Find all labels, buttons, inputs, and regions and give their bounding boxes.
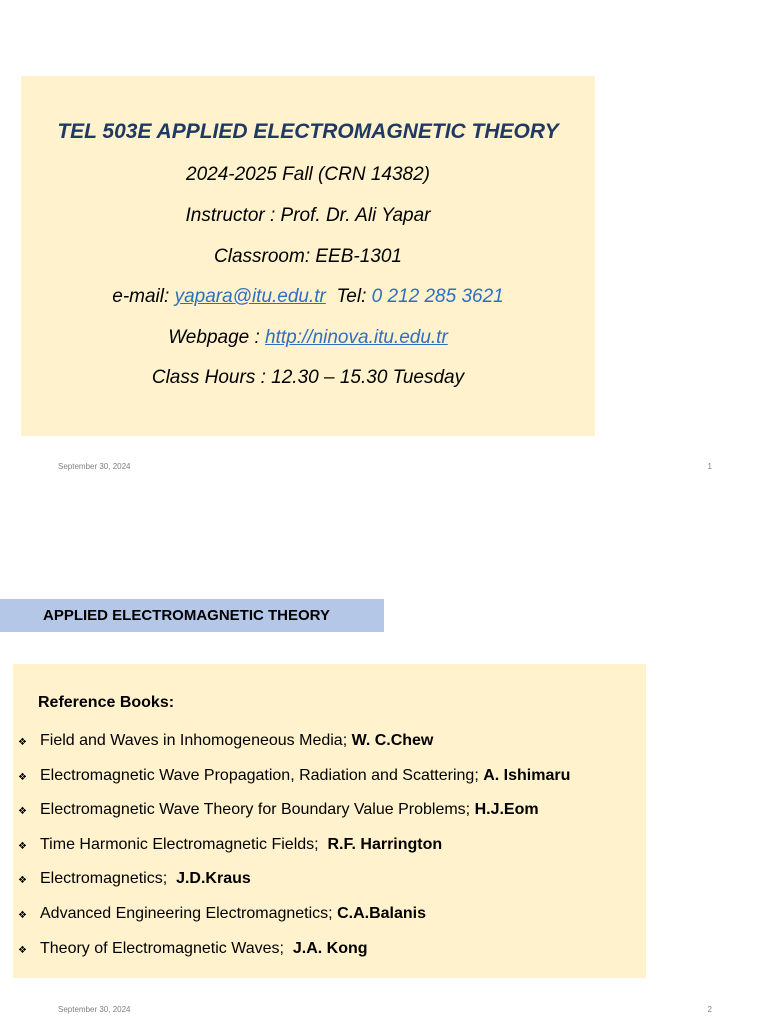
reference-author: J.A. Kong xyxy=(292,939,368,957)
webpage-line xyxy=(21,327,595,349)
course-classroom: Classroom: EEB-1301 xyxy=(214,246,402,267)
course-instructor: Instructor : Prof. Dr. Ali Yapar xyxy=(185,205,431,226)
webpage-link[interactable]: http://ninova.itu.edu.tr xyxy=(265,327,448,348)
reference-text xyxy=(40,905,426,923)
reference-author: C.A.Balanis xyxy=(337,905,426,922)
email-label: e-mail: xyxy=(112,286,175,307)
course-info-box xyxy=(21,76,595,436)
reference-text xyxy=(40,732,433,750)
reference-text xyxy=(40,767,570,785)
reference-title: Field and Waves in Inhomogeneous Media; xyxy=(40,732,352,749)
course-title: TEL 503E APPLIED ELECTROMAGNETIC THEORY xyxy=(57,120,559,143)
reference-item xyxy=(13,801,646,825)
tel-label: Tel: xyxy=(325,286,372,307)
diamond-bullet-icon: ❖ xyxy=(18,944,27,956)
page-number: 1 xyxy=(707,462,712,471)
diamond-bullet-icon: ❖ xyxy=(18,875,27,887)
reference-item xyxy=(13,767,646,791)
reference-title: Electromagnetic Wave Propagation, Radiation and Scattering; xyxy=(40,766,484,784)
tel-number: 0 212 285 3621 xyxy=(371,286,504,307)
reference-title: Electromagnetics; xyxy=(40,870,177,888)
slide-header: APPLIED ELECTROMAGNETIC THEORY xyxy=(43,607,330,624)
diamond-bullet-icon: ❖ xyxy=(18,840,27,852)
slide-2 xyxy=(0,512,768,1024)
reference-text xyxy=(40,940,368,958)
reference-title: Electromagnetic Wave Theory for Boundary Value Problems; xyxy=(40,801,475,819)
reference-heading: Reference Books: xyxy=(38,694,175,711)
email-link[interactable]: yapara@itu.edu.tr xyxy=(174,286,326,307)
reference-author: A. Ishimaru xyxy=(483,766,571,784)
reference-author: R.F. Harrington xyxy=(327,835,443,853)
reference-item xyxy=(13,732,646,756)
reference-author: J.D.Kraus xyxy=(176,870,251,888)
webpage-label: Webpage : xyxy=(168,327,266,348)
course-term: 2024-2025 Fall (CRN 14382) xyxy=(186,164,430,185)
reference-author: H.J.Eom xyxy=(474,801,539,819)
diamond-bullet-icon: ❖ xyxy=(18,771,27,783)
diamond-bullet-icon: ❖ xyxy=(18,806,27,818)
reference-box xyxy=(13,664,646,978)
contact-line xyxy=(21,286,595,308)
class-hours: Class Hours : 12.30 – 15.30 Tuesday xyxy=(151,367,465,388)
reference-text xyxy=(40,870,251,888)
footer-date: September 30, 2024 xyxy=(58,462,131,471)
reference-item xyxy=(13,836,646,860)
footer-date: September 30, 2024 xyxy=(58,1005,131,1014)
page-number: 2 xyxy=(707,1005,712,1014)
reference-item xyxy=(13,940,646,964)
header-band xyxy=(0,599,384,632)
reference-title: Theory of Electromagnetic Waves; xyxy=(40,939,293,957)
reference-title: Time Harmonic Electromagnetic Fields; xyxy=(40,835,328,853)
diamond-bullet-icon: ❖ xyxy=(18,910,27,921)
reference-author: W. C.Chew xyxy=(351,732,434,749)
reference-item xyxy=(13,905,646,929)
reference-item xyxy=(13,870,646,894)
diamond-bullet-icon: ❖ xyxy=(18,737,27,748)
reference-text xyxy=(40,801,539,819)
reference-text xyxy=(40,836,442,854)
reference-title: Advanced Engineering Electromagnetics; xyxy=(40,905,338,922)
